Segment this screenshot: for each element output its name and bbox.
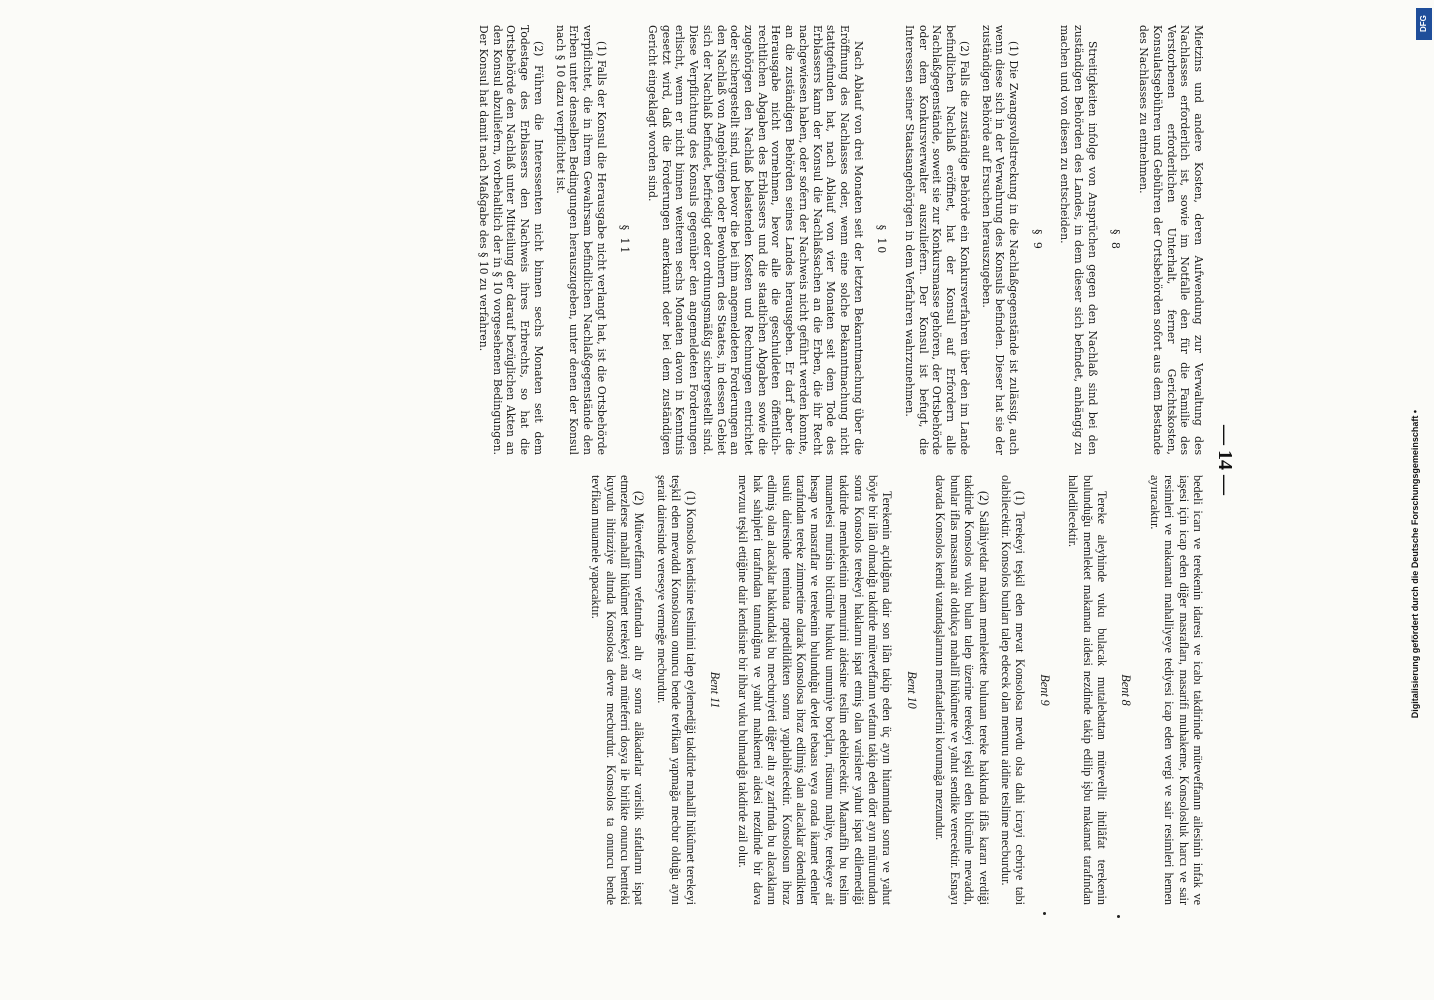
turkish-column [581, 475, 1205, 905]
german-column [468, 25, 1205, 455]
turkish-section-11-p2: (2) Müteveffanın vefatından altı ay sonra alâkadarlar varislik sıfatlarını ispat etmezlerse mahallî hükûmet terekeyi ana müteferri dosya ile birlikte onuncu bentteki kuyudu ihtiraziye altında Konsolosa devre mecburdur. Konsolos ta onuncu bende tevfikan muamele yapacaktır. [589, 475, 647, 905]
turkish-section-11-p1: (1) Konsolos kendisine teslimini talep eylemediği takdirde mahallî hükûmet terekeyi teşkil eden mevaddı Konsolosun onuncu bende tevfikan yapmağa mecbur olduğu aynı şerait dairesinde vereseye vermeğe mecburdur. [654, 475, 698, 905]
german-section-9-p1: (1) Die Zwangsvollstreckung in die Nachlaßgegenstände ist zulässig, auch wenn diese sich in der Verwahrung des Konsuls befinden. Dieser hat sie der zuständigen Behörde auf Ersuchen herauszugeben. [979, 25, 1020, 455]
german-section-9-heading: § 9 [1030, 229, 1044, 251]
turkish-section-8-text: Tereke aleyhinde vuku bulacak mutalebattan mütevellit ihtilâfat terekenin bulunduğu memleket makamatı aidesi nezdinde takip edilip işbu makamat tarafından halledilecektir. [1066, 475, 1109, 905]
german-section-8-text: Streitigkeiten infolge von Ansprüchen gegen den Nachlaß sind bei den zuständigen Behörden des Landes, in dem dieser sich befindet, anhängig zu machen und von diesen zu entscheiden. [1058, 25, 1099, 455]
digitization-credit [1408, 10, 1428, 990]
turkish-section-11-heading: Bent 11 [708, 671, 723, 709]
turkish-intro: bedeli icarı ve terekenin idaresi ve icabı takdirinde müteveffanın ailesinin infak ve iaşesi için icap eden diğer masrafları, masarifi muhakeme, Konsolosluk harcı ve sair resimleri ve makamatı mahalliyeye tediyesi icap eden vergi ve sair resimleri hemen ayıracaktır. [1147, 475, 1205, 905]
german-section-11-heading: § 11 [618, 224, 632, 256]
turkish-section-10-text: Terekenin açıldığına dair son ilân takip eden üç ayın hitamından sonra ve yahut böyle bir ilân olmadığı takdirde müteveffanın vefatını takip eden dört ayın mürurundan sonra Konsolos terekeyi haklarını ispat etmiş olan varislere yahut ispat edilemediği takdirde memleketinin memurini aidesine teslim edebilecektir. Maamafih bu teslim muamelesi murisin bilcümle hukuku umumiye borçları, rüsumu maliye, terekeye ait hesap ve masraflar ve terekenin bulunduğu devlet tebaası veya orada ikamet edenler tarafından tereke zimmetine olarak Konsolosa ibraz edilmiş olan alacaklar ödendikten usulü dairesinde teminata raptedildikten sonra yapılabilecektir. Konsolosun ibraz edilmiş olan alacaklar hakkındaki bu mecburiyeti diğer altı ay zarfında bu alacakların hak sahipleri tarafından tanındığına ve yahut mahkemei aidesi nezdinde bir dava mevzuu teşkil ettiğine dair kendisine bir ihbar vuku bulmadığı takdirde zail olur. [736, 475, 895, 905]
scan-speck [1043, 912, 1046, 915]
turkish-section-10-heading: Bent 10 [904, 671, 919, 709]
turkish-section-9-heading: Bent 9 [1037, 674, 1052, 706]
digitization-credit-text: Digitalisierung gefördert durch die Deutsche Forschungsgemeinschaft • [1410, 410, 1420, 719]
german-section-10-text: Nach Ablauf von drei Monaten seit der letzten Bekanntmachung über die Eröffnung des Nachlasses oder, wenn eine solche Bekanntmachung nicht stattgefunden hat, nach Ablauf von vier Monaten seit dem Tode des Erblassers kann der Konsul die Nachlaßsachen an die Erben, die ihr Recht nachgewiesen haben, oder sofern der Nachweis nicht geführt werden konnte, an die zuständigen Behörden seines Landes herausgeben. Er darf aber die Herausgabe nicht vornehmen, bevor alle die geschuldeten öffentlich-rechtlichen Abgaben des Erblassers und die staatlichen Abgaben sowie die zugehörigen den Nachlaß belastenden Kosten und Rechnungen entrichtet oder sichergestellt sind, und bevor die bei ihm angemeldeten Forderungen an den Nachlaß von Angehörigen oder Bewohnern des Staates, in dessen Gebiet sich der Nachlaß befindet, befriedigt oder ordnungsmäßig sichergestellt sind. Diese Verpflichtung des Konsuls gegenüber den angemeldeten Forderungen erlischt, wenn er nicht binnen weiteren sechs Monaten davon in Kenntnis gesetzt wird, daß die Forderungen anerkannt oder bei dem zuständigen Gericht eingeklagt worden sind. [646, 25, 865, 455]
turkish-section-8-heading: Bent 8 [1119, 674, 1134, 706]
turkish-section-9-p2: (2) Salâhiyetdar makam memlekette bulunan tereke hakkında iflâs kararı verdiği takdirde Konsolos vuku bulan talep üzerine terekeyi teşkil eden bilcümle mevaddı, bunlar iflas masasına ait oldukça mahallî hükûmete ve yahut sendike verecektir. Esnayı davada Konsolos kendi vatandaşlarının menfaatlerini korumağa mezundur. [933, 475, 991, 905]
german-section-11-p1: (1) Falls der Konsul die Herausgabe nicht verlangt hat, ist die Ortsbehörde verpflichtet, die in ihrem Gewahrsam befindlichen Nachlaßgegenstände den Erben unter denselben Bedingungen herauszugeben, unter denen der Konsul nach § 10 dazu verpflichtet ist. [553, 25, 608, 455]
page-number: — 14 — [1214, 425, 1236, 495]
dfg-logo: DFG [1416, 8, 1432, 40]
scan-speck [1117, 915, 1120, 918]
turkish-section-9-p1: (1) Terekeyi teşkil eden mevat Konsolosa mevdu olsa dahi icrayi cebriye tabi olabilecektir. Konsolos bunları talep edecek olan memuru aidine teslime mecburdur. [998, 475, 1028, 905]
german-section-9-p2: (2) Falls die zuständige Behörde ein Konkursverfahren über den im Lande befindlichen Nachlaß eröffnet, hat der Konsul auf Erfordern alle Nachlaßgegenstände, soweit sie zur Konkursmasse gehören, der Ortsbehörde oder dem Konkursverwalter auszuliefern. Der Konsul ist befugt, die Interessen seiner Staatsangehörigen in dem Verfahren wahrzunehmen. [903, 25, 971, 455]
german-section-8-heading: § 8 [1109, 229, 1123, 251]
german-section-11-p2: (2) Führen die Interessenten nicht binnen sechs Monaten seit dem Todestage des Erblassers den Nachweis ihres Erbrechts, so hat die Ortsbehörde den Nachlaß unter Mitteilung der darauf bezüglichen Akten an den Konsul abzuliefern, vorbehaltlich der in § 10 vorgesehenen Bedingungen. Der Konsul hat damit nach Maßgabe des § 10 zu verfahren. [477, 25, 545, 455]
german-intro: Mietzins und andere Kosten, deren Aufwendung zur Verwaltung des Nachlasses erforderlich ist, sowie im Notfalle den für die Familie des Verstorbenen erforderlichen Unterhalt, ferner Gerichtskosten, Konsulatsgebühren und Gebühren der Ortsbehörden sofort aus dem Bestande des Nachlasses zu entnehmen. [1137, 25, 1205, 455]
german-section-10-heading: § 10 [875, 224, 889, 256]
